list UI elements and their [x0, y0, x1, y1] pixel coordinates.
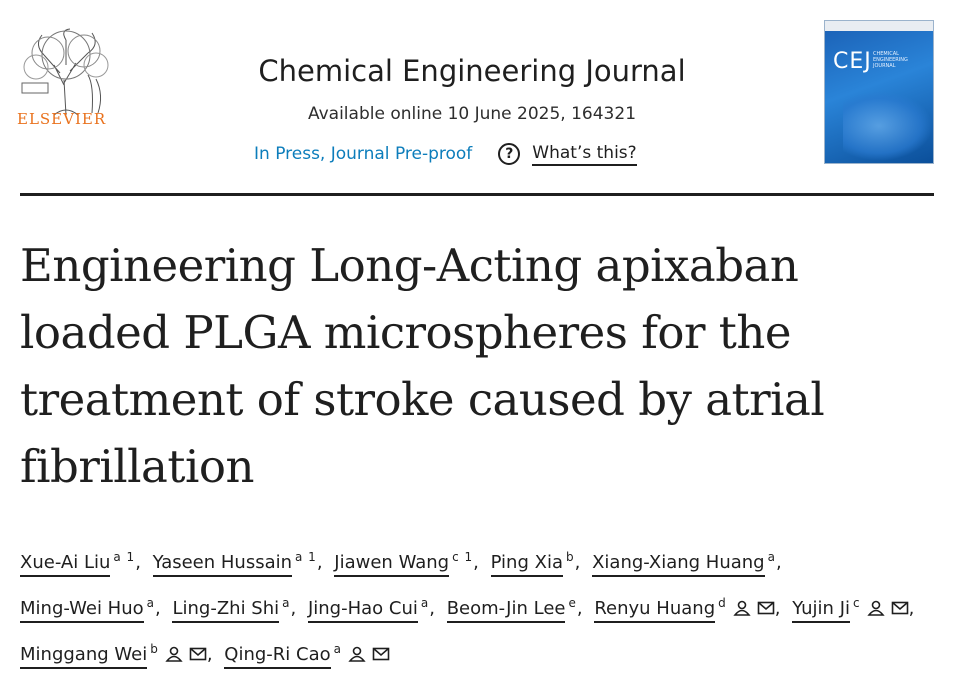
author-name-link[interactable]: Ming-Wei Huo [20, 598, 144, 623]
affiliation-marker[interactable]: d [718, 596, 727, 610]
author-item [20, 598, 167, 619]
author-item [172, 598, 302, 619]
author-name-link[interactable]: Ping Xia [491, 552, 563, 577]
availability-line: Available online 10 June 2025, 164321 [307, 104, 637, 124]
email-icon[interactable] [891, 600, 909, 616]
affiliation-marker[interactable]: a 1 [113, 550, 136, 564]
author-separator: , [316, 552, 323, 573]
affiliation-marker[interactable]: a [146, 596, 155, 610]
affiliation-marker[interactable]: a [282, 596, 291, 610]
author-separator: , [576, 598, 583, 619]
author-item [334, 552, 485, 573]
author-list [20, 537, 940, 675]
author-separator: , [574, 552, 581, 573]
author-item [20, 644, 219, 665]
person-icon[interactable] [165, 646, 183, 662]
affiliation-marker[interactable]: b [150, 642, 159, 656]
author-name-link[interactable]: Minggang Wei [20, 644, 147, 669]
article-title [20, 232, 920, 500]
affiliation-marker[interactable]: c 1 [452, 550, 474, 564]
title-line: Engineering Long-Acting apixaban [20, 239, 799, 292]
header-divider [20, 193, 934, 196]
affiliation-marker[interactable]: a [333, 642, 342, 656]
author-separator: , [155, 598, 161, 619]
author-item [447, 598, 589, 619]
email-icon[interactable] [189, 646, 207, 662]
author-item [224, 644, 390, 665]
author-separator: , [290, 598, 297, 619]
cover-top-bar [825, 21, 933, 31]
publisher-name: ELSEVIER [17, 110, 107, 128]
author-item [308, 598, 441, 619]
title-line: fibrillation [20, 440, 254, 493]
author-item [592, 552, 788, 573]
journal-cover-image[interactable] [824, 20, 934, 164]
title-line: loaded PLGA microspheres for the [20, 306, 791, 359]
author-name-link[interactable]: Ling-Zhi Shi [172, 598, 279, 623]
author-name-link[interactable]: Xue-Ai Liu [20, 552, 110, 577]
author-item [792, 598, 920, 619]
in-press-link[interactable]: In Press, Journal Pre-proof [254, 144, 473, 164]
cover-artwork [843, 91, 933, 161]
author-name-link[interactable]: Renyu Huang [594, 598, 715, 623]
affiliation-marker[interactable]: b [565, 550, 575, 564]
title-line: treatment of stroke caused by atrial [20, 373, 825, 426]
whats-this-link[interactable]: What’s this? [532, 143, 636, 166]
journal-title[interactable]: Chemical Engineering Journal [258, 54, 686, 88]
author-separator: , [775, 552, 782, 573]
email-icon[interactable] [372, 646, 390, 662]
author-name-link[interactable]: Beom-Jin Lee [447, 598, 566, 623]
author-separator: , [908, 598, 915, 619]
affiliation-marker[interactable]: c [853, 596, 861, 610]
affiliation-marker[interactable]: a 1 [295, 550, 317, 564]
author-name-link[interactable]: Qing-Ri Cao [224, 644, 330, 669]
author-name-link[interactable]: Yaseen Hussain [153, 552, 292, 577]
article-header [0, 0, 955, 196]
affiliation-marker[interactable]: a [767, 550, 776, 564]
affiliation-marker[interactable]: a [420, 596, 430, 610]
person-icon[interactable] [733, 600, 751, 616]
author-separator: , [135, 552, 141, 573]
cover-subtitle: CHEMICAL ENGINEERING JOURNAL [873, 51, 908, 69]
affiliation-marker[interactable]: e [568, 596, 577, 610]
author-item [594, 598, 786, 619]
author-item [153, 552, 329, 573]
person-icon[interactable] [867, 600, 885, 616]
author-name-link[interactable]: Xiang-Xiang Huang [592, 552, 765, 577]
article-status-row [254, 140, 637, 168]
author-name-link[interactable]: Yujin Ji [792, 598, 850, 623]
author-item [491, 552, 587, 573]
author-separator: , [473, 552, 479, 573]
author-item [20, 552, 147, 573]
cover-logo-text: CEJ [833, 49, 872, 74]
email-icon[interactable] [757, 600, 775, 616]
author-separator: , [206, 644, 213, 665]
author-separator: , [774, 598, 781, 619]
author-separator: , [429, 598, 435, 619]
question-circle-icon[interactable]: ? [498, 143, 520, 165]
author-name-link[interactable]: Jing-Hao Cui [308, 598, 418, 623]
person-icon[interactable] [348, 646, 366, 662]
author-name-link[interactable]: Jiawen Wang [334, 552, 449, 577]
